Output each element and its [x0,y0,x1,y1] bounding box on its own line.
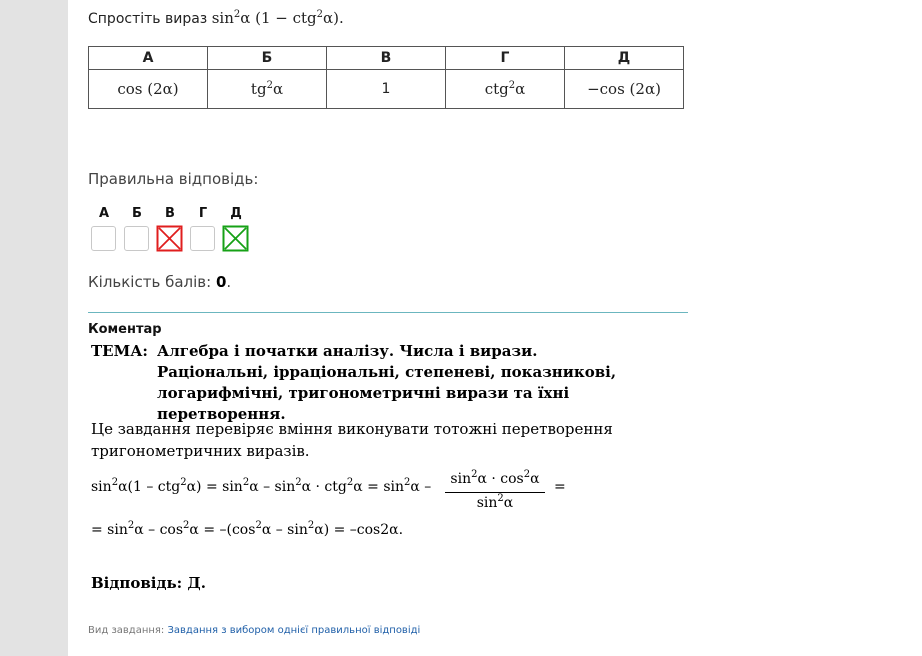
fraction-numerator: $\sin^2\alpha \cdot \cos^2\alpha$ [450,469,540,487]
option-value-b: $tg^2\alpha$ [208,70,327,109]
left-gray-strip [0,0,68,656]
answer-mark-correct-icon [222,225,249,252]
final-answer: Відповідь: Д. [91,574,206,592]
correct-answer-label: Правильна відповідь: [88,170,259,188]
question-expression: $\sin^2\alpha$ (1 − ctg$^2$α). [211,9,344,27]
equation-1-end: = [554,479,566,495]
task-type-line [88,625,420,636]
solution-equation-1 [91,471,691,515]
comment-description: Це завдання перевіряє вміння виконувати тотожні перетворення тригонометричних виразів. [91,420,613,460]
score-label: Кількість балів: [88,273,212,291]
option-header-b: Б [208,47,327,70]
topic-text: Алгебра і початки аналізу. Числа і вирази. Раціональні, ірраціональні, степеневі, показникові, логарифмічні, тригонометричні вирази та їхні перетворення. [157,342,617,423]
answer-letter-a: А [98,206,110,221]
option-value-a: cos (2α) [89,70,208,109]
option-header-v: В [327,47,446,70]
solution-equation-2: = $\sin^2\alpha - \cos^2\alpha = -(\cos^2\alpha - \sin^2\alpha) = -\cos 2\alpha$. [91,520,404,538]
answer-box-v[interactable] [157,226,182,251]
fraction-denominator: $\sin^2\alpha$ [476,493,514,511]
topic-key: ТЕМА: [91,342,148,360]
answer-letter-v: В [165,206,175,221]
answer-box-d[interactable] [223,226,248,251]
score-line [88,273,231,291]
topic-block [91,341,651,425]
option-header-g: Г [446,47,565,70]
score-value: 0 [215,273,227,291]
answer-letter-d: Д [230,206,242,221]
fraction-bar [445,492,545,493]
answer-letter-g: Г [198,206,208,221]
section-divider [88,312,688,313]
option-header-a: А [89,47,208,70]
option-value-d: −cos (2α) [565,70,684,109]
comment-label: Коментар [88,322,162,337]
equation-1-left: $\sin^2\alpha(1 - ctg^2\alpha) = \sin^2\alpha - \sin^2\alpha \cdot ctg^2\alpha = \sin^2\alpha$ – [91,477,432,495]
task-type-value[interactable]: Завдання з вибором однієї правильної відповіді [167,625,421,636]
answer-mark-wrong-icon [156,225,183,252]
answer-box-b[interactable] [124,226,149,251]
option-header-d: Д [565,47,684,70]
score-suffix: . [226,273,232,291]
options-table [88,46,684,109]
option-value-v: 1 [327,70,446,109]
option-value-g: ctg$^2$α [446,70,565,109]
question-prefix: Спростіть вираз [88,11,208,27]
answer-box-g[interactable] [190,226,215,251]
task-type-label: Вид завдання: [88,625,165,636]
question-text [88,9,344,27]
answer-letter-b: Б [132,206,142,221]
answer-box-a[interactable] [91,226,116,251]
equation-fraction [445,471,545,511]
